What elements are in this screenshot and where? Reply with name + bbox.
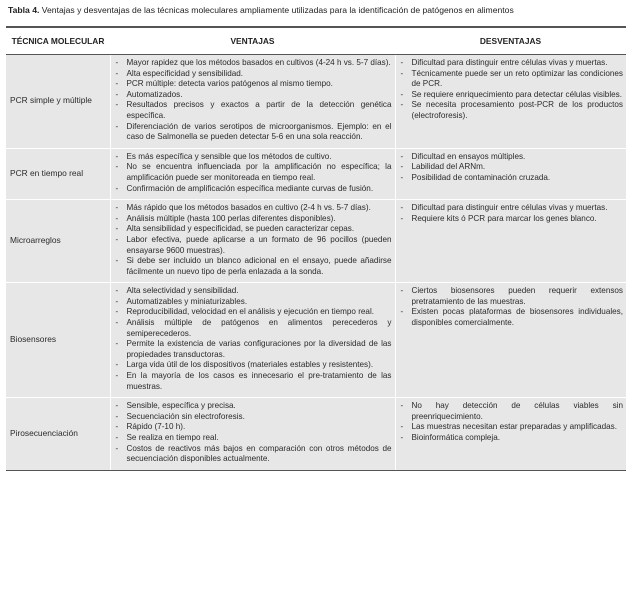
bullet-marker: - <box>115 58 119 67</box>
bullet-marker: - <box>400 151 404 161</box>
advantage-item <box>114 297 392 308</box>
advantage-item <box>114 90 392 101</box>
bullet-marker: - <box>115 433 119 442</box>
disadvantage-item <box>399 173 624 184</box>
item-text: Diferenciación de varios serotipos de microorganismos. Ejemplo: en el caso de Salmonella se pueden detectar 5-6 en una sola reacción. <box>126 121 392 142</box>
bullet-marker: - <box>115 213 119 223</box>
advantages-list <box>114 401 392 465</box>
bullet-marker: - <box>115 296 119 306</box>
header-row <box>6 27 626 55</box>
disadvantage-item <box>399 433 624 444</box>
header-advantages: VENTAJAS <box>110 27 395 55</box>
item-text: Mayor rapidez que los métodos basados en cultivos (4-24 h vs. 5-7 días). <box>126 58 391 67</box>
bullet-marker: - <box>115 79 119 89</box>
bullet-marker: - <box>400 213 404 223</box>
advantages-cell <box>110 283 395 398</box>
item-text: Alta sensibilidad y especificidad, se pueden caracterizar cepas. <box>126 224 355 234</box>
advantage-item <box>114 318 392 339</box>
bullet-marker: - <box>115 234 119 244</box>
advantage-item <box>114 371 392 392</box>
technique-cell: Biosensores <box>6 283 110 398</box>
item-text: Resultados precisos y exactos a partir de la detección genética específica. <box>126 100 392 120</box>
item-text: Se necesita procesamiento post-PCR de los productos (electroforesis). <box>411 100 623 120</box>
table-row <box>6 398 626 471</box>
technique-cell: Microarreglos <box>6 200 110 283</box>
bullet-marker: - <box>400 162 404 172</box>
disadvantages-cell <box>395 148 626 199</box>
bullet-marker: - <box>400 172 404 182</box>
bullet-marker: - <box>115 422 119 432</box>
advantage-item <box>114 58 392 69</box>
item-text: Se realiza en tiempo real. <box>126 433 219 442</box>
caption-text: Ventajas y desventajas de las técnicas moleculares ampliamente utilizadas para la identificación de patógenos en alimentos <box>39 5 514 15</box>
disadvantage-item <box>399 286 624 307</box>
advantages-list <box>114 286 392 392</box>
bullet-marker: - <box>115 307 119 317</box>
bullet-marker: - <box>115 256 119 266</box>
advantages-cell <box>110 398 395 471</box>
item-text: Alta selectividad y sensibilidad. <box>126 286 239 296</box>
advantages-cell <box>110 148 395 199</box>
item-text: Sensible, específica y precisa. <box>126 401 236 411</box>
advantage-item <box>114 307 392 318</box>
bullet-marker: - <box>115 360 119 370</box>
advantage-item <box>114 360 392 371</box>
disadvantage-item <box>399 401 624 422</box>
bullet-marker: - <box>115 68 119 78</box>
advantage-item <box>114 69 392 80</box>
bullet-marker: - <box>115 318 119 328</box>
item-text: Confirmación de amplificación específica mediante curvas de fusión. <box>126 183 374 193</box>
item-text: Ciertos biosensores pueden requerir extensos pretratamiento de las muestras. <box>411 286 623 306</box>
advantages-cell <box>110 55 395 149</box>
advantage-item <box>114 286 392 297</box>
comparison-table <box>6 26 626 471</box>
item-text: Alta especificidad y sensibilidad. <box>126 68 244 78</box>
advantage-item <box>114 203 392 214</box>
item-text: Análisis múltiple (hasta 100 perlas diferentes disponibles). <box>126 213 336 223</box>
item-text: En la mayoría de los casos es innecesario el pre-tratamiento de las muestras. <box>126 371 392 391</box>
bullet-marker: - <box>400 100 404 110</box>
technique-cell: PCR simple y múltiple <box>6 55 110 149</box>
bullet-marker: - <box>115 371 119 381</box>
item-text: Labor efectiva, puede aplicarse a un formato de 96 pocillos (pueden ensayarse 9600 muestras). <box>126 234 392 255</box>
item-text: No se encuentra influenciada por la amplificación no específica; la amplificación puede ser monitoreada en tiempo real. <box>126 162 392 182</box>
advantage-item <box>114 184 392 195</box>
bullet-marker: - <box>400 68 404 78</box>
table-row <box>6 283 626 398</box>
disadvantage-item <box>399 100 624 121</box>
item-text: Dificultad en ensayos múltiples. <box>411 151 526 161</box>
item-text: Posibilidad de contaminación cruzada. <box>411 172 551 182</box>
item-text: Análisis múltiple de patógenos en alimentos perecederos y semiperecederos. <box>126 318 392 338</box>
bullet-marker: - <box>400 307 404 317</box>
item-text: Secuenciación sin electroforesis. <box>126 411 245 421</box>
item-text: Dificultad para distinguir entre células vivas y muertas. <box>411 203 608 213</box>
advantages-list <box>114 203 392 277</box>
item-text: Permite la existencia de varias configuraciones por la diversidad de las propiedades transductoras. <box>126 339 392 359</box>
advantage-item <box>114 100 392 121</box>
advantage-item <box>114 433 392 444</box>
disadvantage-item <box>399 307 624 328</box>
item-text: Costos de reactivos más bajos en comparación con otros métodos de secuenciación disponibles actualmente. <box>126 443 392 464</box>
disadvantage-item <box>399 203 624 214</box>
advantage-item <box>114 256 392 277</box>
bullet-marker: - <box>115 89 119 99</box>
item-text: PCR múltiple: detecta varios patógenos al mismo tiempo. <box>126 79 333 89</box>
bullet-marker: - <box>115 401 119 411</box>
bullet-marker: - <box>115 411 119 421</box>
item-text: Se requiere enriquecimiento para detectar células visibles. <box>411 89 622 99</box>
bullet-marker: - <box>115 339 119 349</box>
item-text: Técnicamente puede ser un reto optimizar las condiciones de PCR. <box>411 68 623 89</box>
disadvantage-item <box>399 162 624 173</box>
bullet-marker: - <box>400 422 404 432</box>
item-text: Rápido (7-10 h). <box>126 422 186 432</box>
table-body <box>6 55 626 471</box>
bullet-marker: - <box>400 286 404 296</box>
disadvantages-list <box>399 203 624 224</box>
advantage-item <box>114 235 392 256</box>
table-row <box>6 200 626 283</box>
bullet-marker: - <box>115 151 119 161</box>
item-text: Larga vida útil de los dispositivos (materiales estables y resistentes). <box>126 360 374 370</box>
item-text: Bioinformática compleja. <box>411 433 501 442</box>
disadvantage-item <box>399 58 624 69</box>
item-text: Las muestras necesitan estar preparadas y amplificadas. <box>411 422 617 432</box>
item-text: Automatizables y miniaturizables. <box>126 296 248 306</box>
bullet-marker: - <box>400 58 404 67</box>
advantage-item <box>114 339 392 360</box>
disadvantages-cell <box>395 283 626 398</box>
disadvantages-list <box>399 58 624 122</box>
technique-cell: Pirosecuenciación <box>6 398 110 471</box>
advantage-item <box>114 444 392 465</box>
disadvantages-list <box>399 401 624 443</box>
item-text: Es más específica y sensible que los métodos de cultivo. <box>126 151 332 161</box>
advantages-list <box>114 58 392 143</box>
bullet-marker: - <box>115 286 119 296</box>
table-row <box>6 148 626 199</box>
bullet-marker: - <box>115 162 119 172</box>
bullet-marker: - <box>115 183 119 193</box>
item-text: Existen pocas plataformas de biosensores individuales, disponibles comercialmente. <box>411 307 623 328</box>
bullet-marker: - <box>400 433 404 442</box>
item-text: No hay detección de células viables sin preenriquecimiento. <box>411 401 623 421</box>
table-caption <box>8 4 628 16</box>
disadvantages-cell <box>395 398 626 471</box>
bullet-marker: - <box>400 401 404 411</box>
advantage-item <box>114 162 392 183</box>
caption-label: Tabla 4. <box>8 5 40 15</box>
advantage-item <box>114 401 392 412</box>
item-text: Reproducibilidad, velocidad en el análisis y ejecución en tiempo real. <box>126 307 375 317</box>
advantage-item <box>114 122 392 143</box>
advantage-item <box>114 412 392 423</box>
advantage-item <box>114 224 392 235</box>
bullet-marker: - <box>115 443 119 453</box>
disadvantages-cell <box>395 55 626 149</box>
bullet-marker: - <box>115 121 119 131</box>
item-text: Dificultad para distinguir entre células vivas y muertas. <box>411 58 608 67</box>
bullet-marker: - <box>115 100 119 110</box>
advantages-list <box>114 152 392 194</box>
disadvantages-list <box>399 286 624 328</box>
bullet-marker: - <box>400 89 404 99</box>
disadvantage-item <box>399 90 624 101</box>
technique-cell: PCR en tiempo real <box>6 148 110 199</box>
disadvantage-item <box>399 152 624 163</box>
table-row <box>6 55 626 149</box>
item-text: Si debe ser incluido un blanco adicional en el ensayo, puede añadirse fácilmente un nuevo tipo de perla enlazada a la sonda. <box>126 256 392 276</box>
header-disadvantages: DESVENTAJAS <box>395 27 626 55</box>
advantages-cell <box>110 200 395 283</box>
advantage-item <box>114 79 392 90</box>
advantage-item <box>114 214 392 225</box>
disadvantage-item <box>399 422 624 433</box>
disadvantages-list <box>399 152 624 184</box>
disadvantage-item <box>399 69 624 90</box>
item-text: Requiere kits ó PCR para marcar los genes blanco. <box>411 213 597 223</box>
item-text: Labilidad del ARNm. <box>411 162 486 172</box>
disadvantage-item <box>399 214 624 225</box>
header-technique: TÉCNICA MOLECULAR <box>6 27 110 55</box>
advantage-item <box>114 152 392 163</box>
bullet-marker: - <box>115 203 119 213</box>
item-text: Más rápido que los métodos basados en cultivo (2-4 h vs. 5-7 días). <box>126 203 371 213</box>
bullet-marker: - <box>115 224 119 234</box>
disadvantages-cell <box>395 200 626 283</box>
advantage-item <box>114 422 392 433</box>
bullet-marker: - <box>400 203 404 213</box>
item-text: Automatizados. <box>126 89 183 99</box>
